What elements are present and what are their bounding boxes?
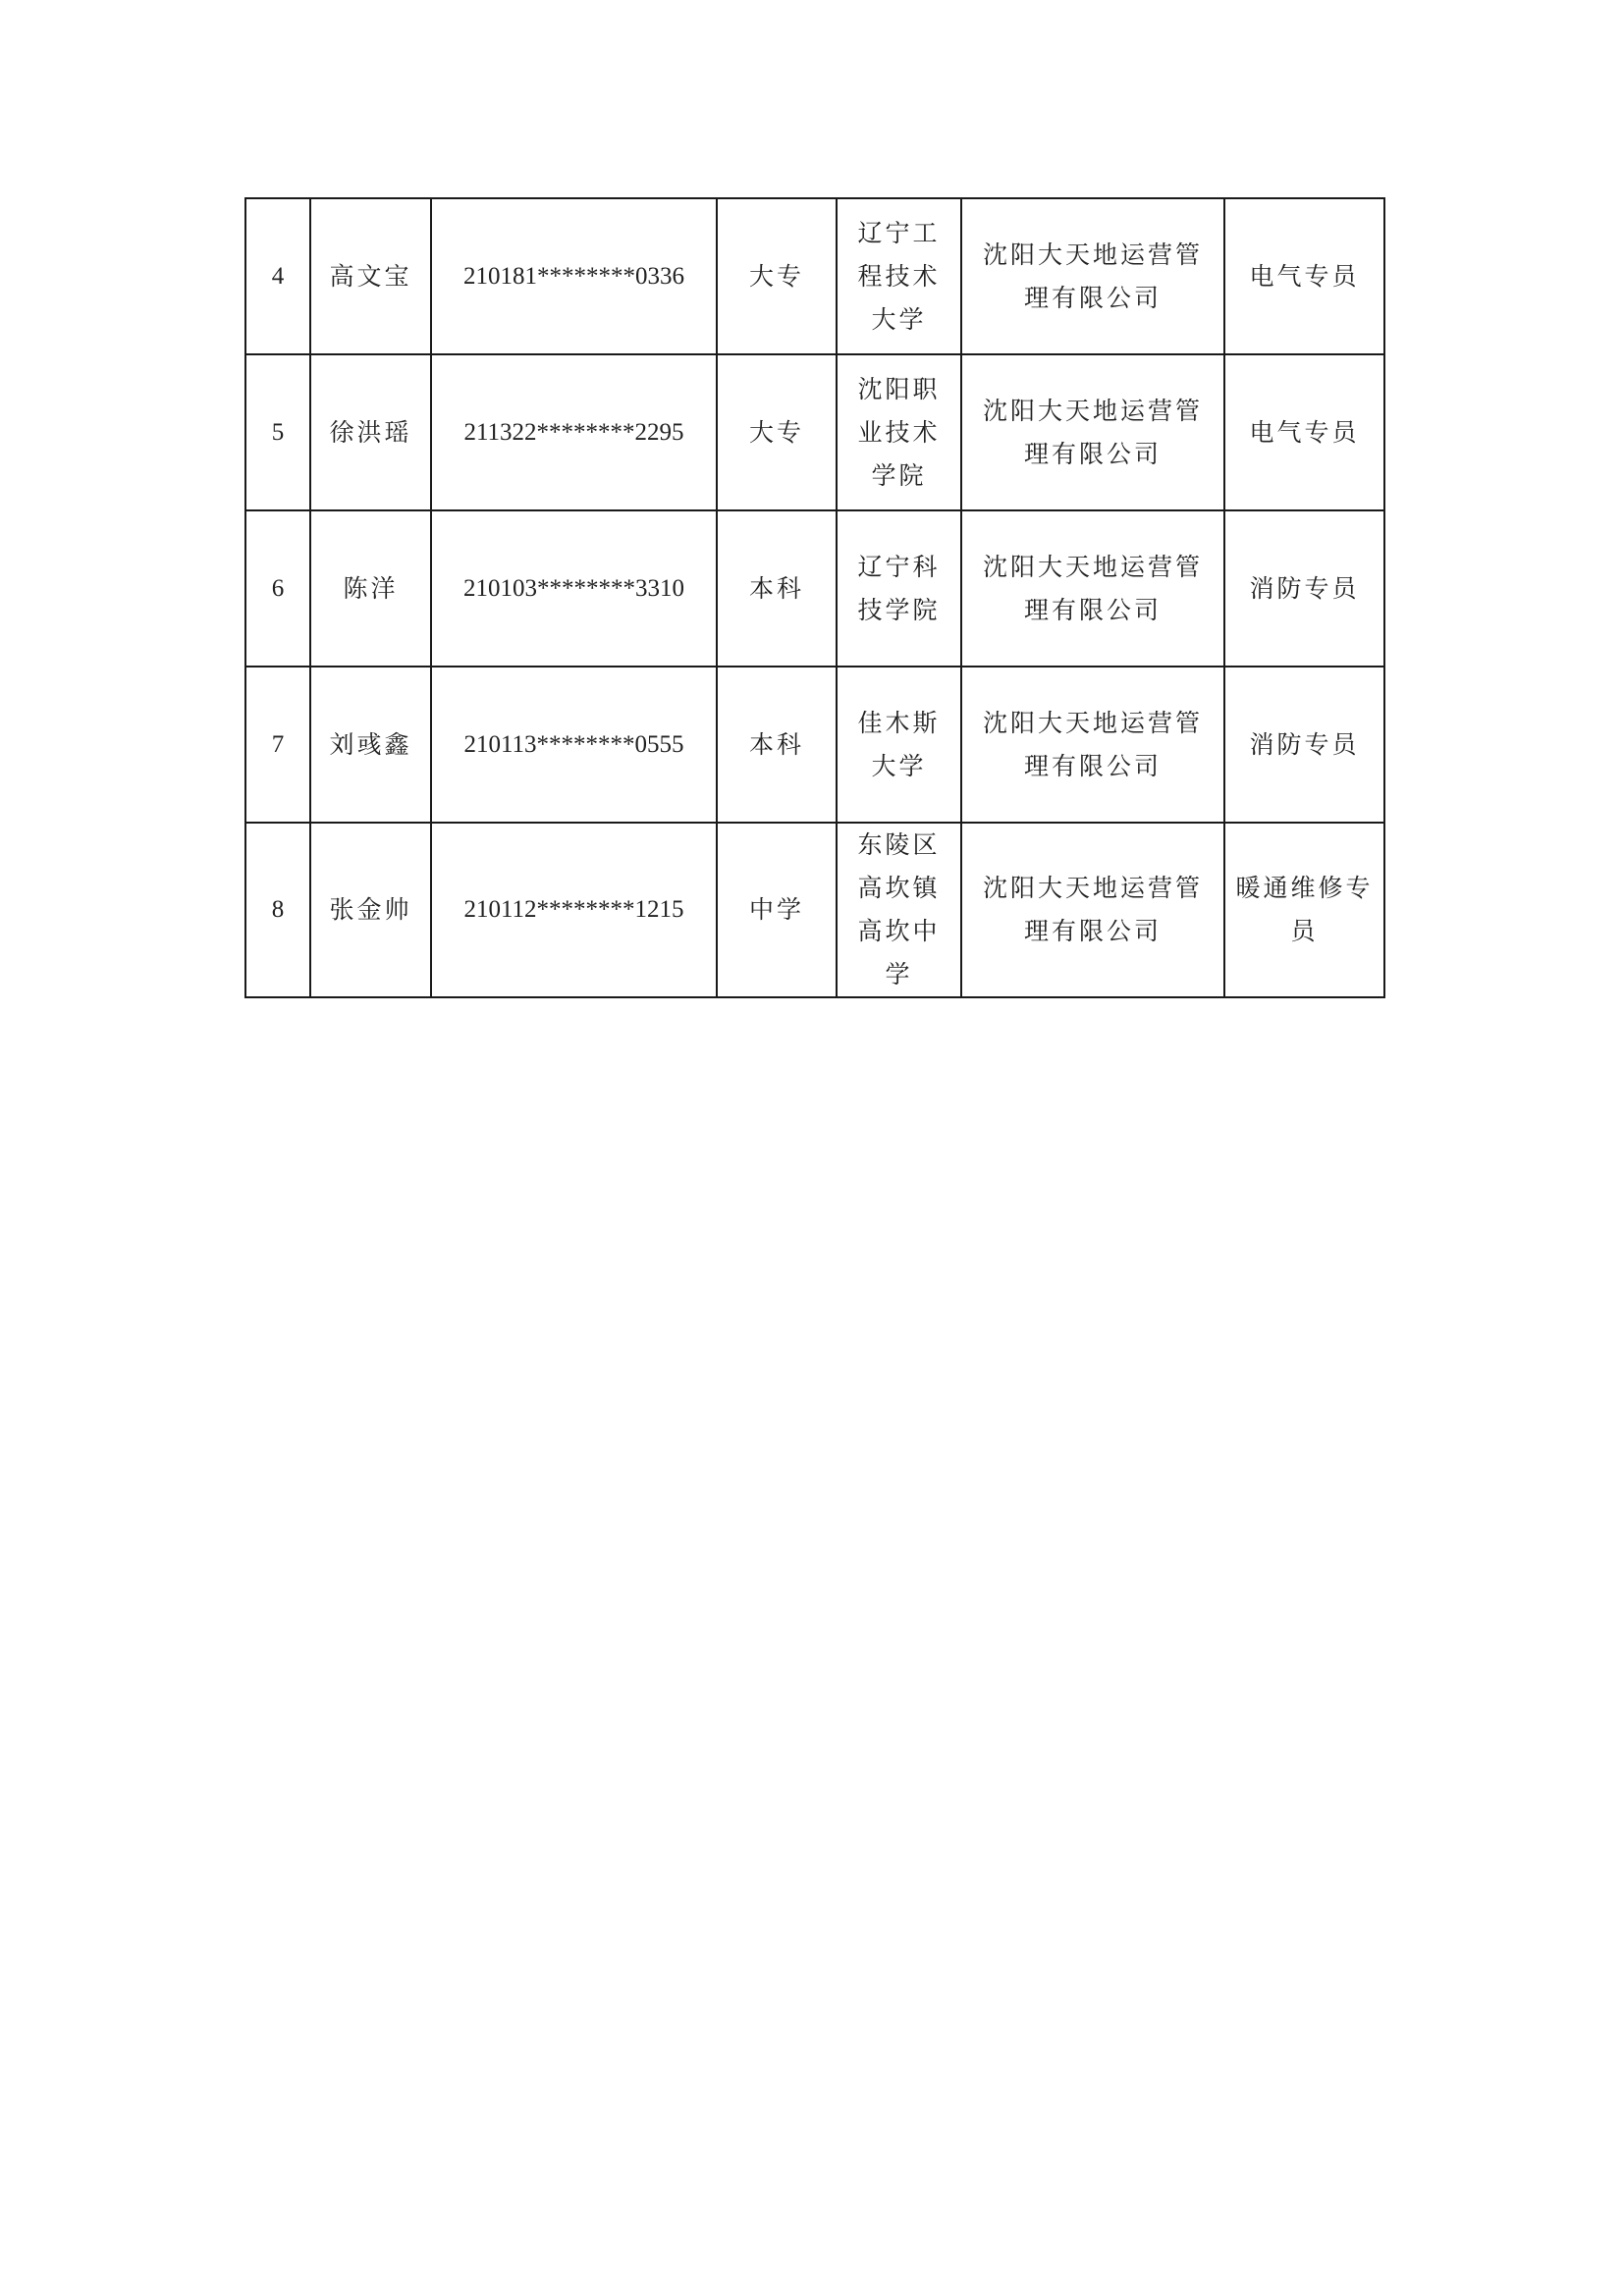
personnel-table [244, 197, 1385, 998]
person-name: 高文宝 [310, 198, 431, 354]
person-name: 徐洪瑶 [310, 354, 431, 510]
education-level: 大专 [717, 198, 837, 354]
company-name: 沈阳大天地运营管理有限公司 [961, 667, 1224, 823]
school-name: 佳木斯大学 [837, 667, 961, 823]
company-name: 沈阳大天地运营管理有限公司 [961, 823, 1224, 997]
education-level: 中学 [717, 823, 837, 997]
id-number: 210103********3310 [431, 510, 717, 667]
table-row [245, 667, 1384, 823]
id-number: 210181********0336 [431, 198, 717, 354]
school-name: 辽宁工程技术大学 [837, 198, 961, 354]
row-index: 5 [245, 354, 310, 510]
school-name: 沈阳职业技术学院 [837, 354, 961, 510]
table-row [245, 198, 1384, 354]
row-index: 4 [245, 198, 310, 354]
person-name: 张金帅 [310, 823, 431, 997]
company-name: 沈阳大天地运营管理有限公司 [961, 198, 1224, 354]
position-title: 电气专员 [1224, 198, 1384, 354]
person-name: 陈洋 [310, 510, 431, 667]
education-level: 大专 [717, 354, 837, 510]
position-title: 暖通维修专员 [1224, 823, 1384, 997]
position-title: 消防专员 [1224, 667, 1384, 823]
table-row [245, 823, 1384, 997]
school-name: 东陵区高坎镇高坎中学 [837, 823, 961, 997]
row-index: 6 [245, 510, 310, 667]
company-name: 沈阳大天地运营管理有限公司 [961, 354, 1224, 510]
education-level: 本科 [717, 510, 837, 667]
company-name: 沈阳大天地运营管理有限公司 [961, 510, 1224, 667]
position-title: 消防专员 [1224, 510, 1384, 667]
row-index: 7 [245, 667, 310, 823]
id-number: 210112********1215 [431, 823, 717, 997]
row-index: 8 [245, 823, 310, 997]
school-name: 辽宁科技学院 [837, 510, 961, 667]
table-row [245, 510, 1384, 667]
position-title: 电气专员 [1224, 354, 1384, 510]
table-row [245, 354, 1384, 510]
education-level: 本科 [717, 667, 837, 823]
id-number: 210113********0555 [431, 667, 717, 823]
id-number: 211322********2295 [431, 354, 717, 510]
person-name: 刘彧鑫 [310, 667, 431, 823]
